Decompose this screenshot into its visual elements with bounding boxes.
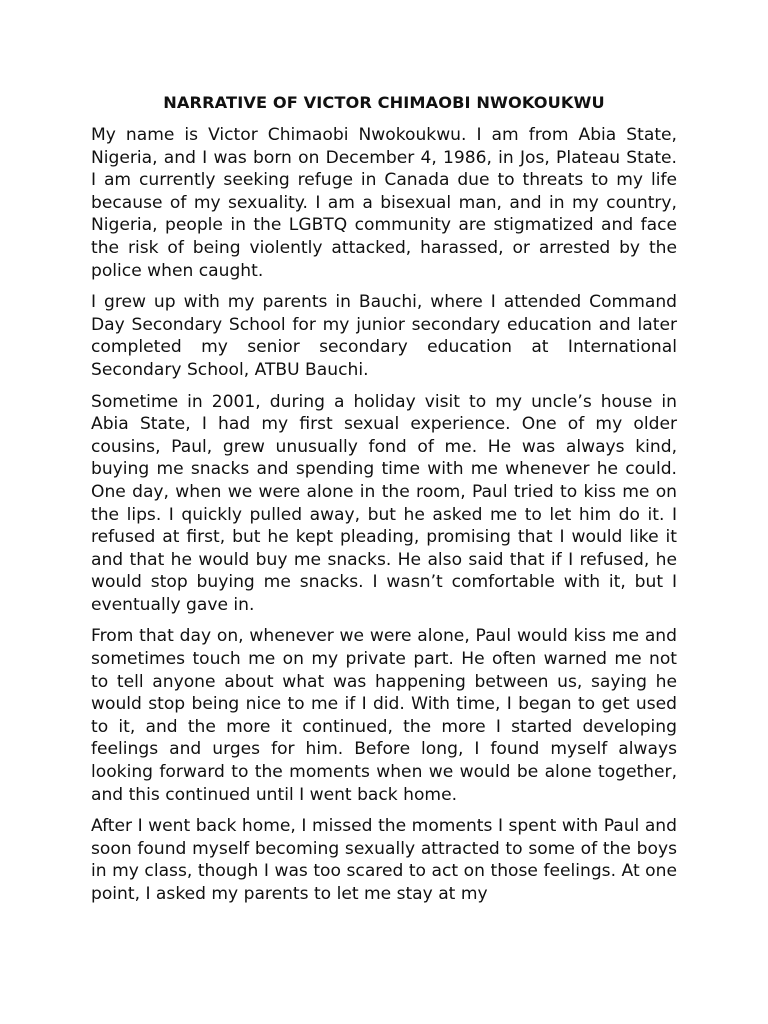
paragraph-first-experience: Sometime in 2001, during a holiday visit to my uncle’s house in Abia State, I had my first sexual experience. One of my older cousins, Paul, grew unusually fond of me. He was always kind, buying me snacks and spending time with me whenever he could. One day, when we were alone in the room, Paul tried to kiss me on the lips. I quickly pulled away, but he asked me to let him do it. I refused at first, but he kept pleading, promising that I would like it and that he would buy me snacks. He also said that if I refused, he would stop buying me snacks. I wasn’t comfortable with it, but I eventually gave in. [91,391,677,615]
paragraph-back-home: After I went back home, I missed the moments I spent with Paul and soon found myself becoming sexually attracted to some of the boys in my class, though I was too scared to act on those feelings. At one point, I asked my parents to let me stay at my [91,816,677,904]
paragraph-intro: My name is Victor Chimaobi Nwokoukwu. I am from Abia State, Nigeria, and I was born on December 4, 1986, in Jos, Plateau State. I am currently seeking refuge in Canada due to threats to my life because of my sexuality. I am a bisexual man, and in my country, Nigeria, people in the LGBTQ community are stigmatized and face the risk of being violently attacked, harassed, or arrested by the police when caught. [91,125,677,281]
paragraph-education: I grew up with my parents in Bauchi, where I attended Command Day Secondary School for my junior secondary education and later completed my senior secondary education at International Secondary School, ATBU Bauchi. [91,292,677,380]
paragraph-continued: From that day on, whenever we were alone, Paul would kiss me and sometimes touch me on my private part. He often warned me not to tell anyone about what was happening between us, saying he would stop being nice to me if I did. With time, I began to get used to it, and the more it continued, the more I started developing feelings and urges for him. Before long, I found myself always looking forward to the moments when we would be alone together, and this continued until I went back home. [91,626,677,805]
document-page [91,92,677,915]
document-title: NARRATIVE OF VICTOR CHIMAOBI NWOKOUKWU [163,93,605,112]
